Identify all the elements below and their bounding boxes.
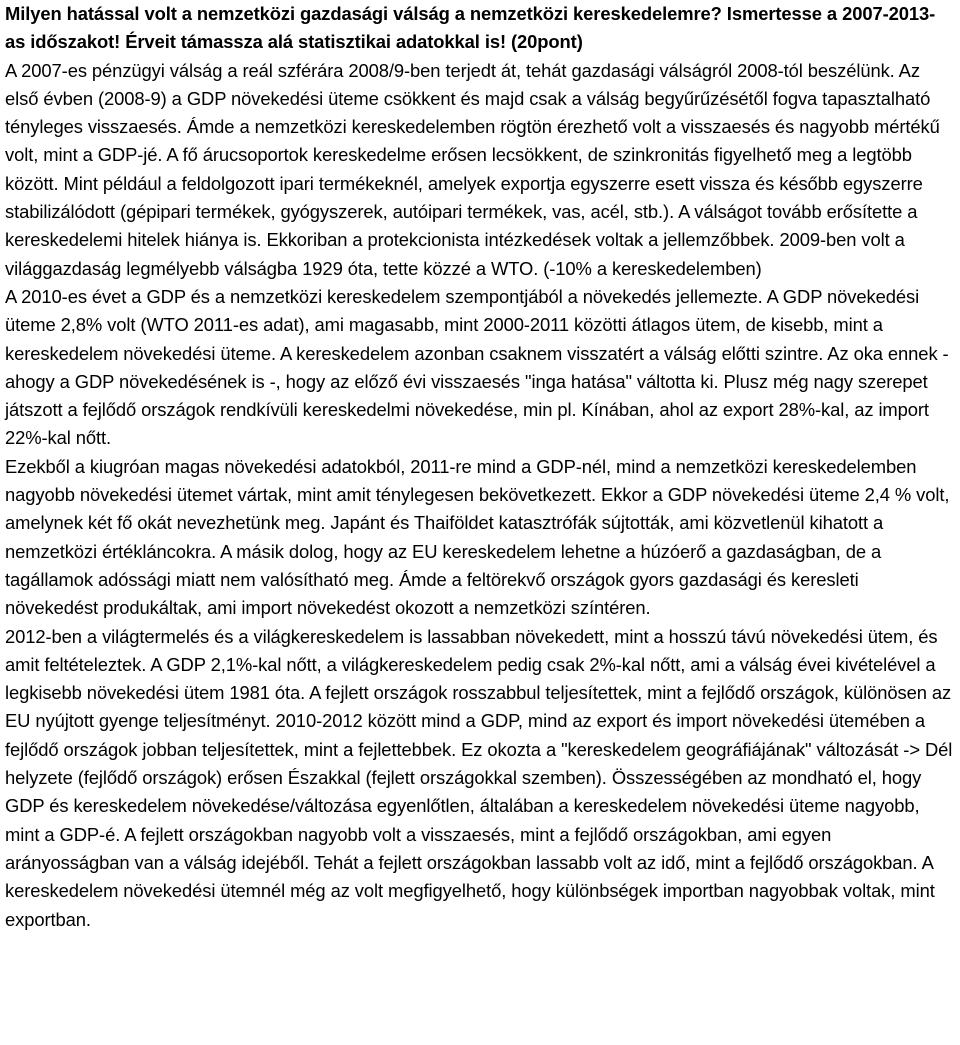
exam-question: Milyen hatással volt a nemzetközi gazdasági válság a nemzetközi kereskedelemre? Ismertesse a 2007-2013-as időszakot! Érveit támassza alá statisztikai adatokkal is! (20pont) (5, 3, 936, 53)
paragraph-2011: Ezekből a kiugróan magas növekedési adatokból, 2011-re mind a GDP-nél, mind a nemzetközi kereskedelemben nagyobb növekedési ütemet vártak, mint amit ténylegesen bekövetkezett. Ekkor a GDP növekedési üteme 2,4 % volt, amelynek két fő okát nevezhetünk meg. Japánt és Thaiföldet katasztrófák sújtották, ami közvetlenül kihatott a nemzetközi értékláncokra. A másik dolog, hogy az EU kereskedelem lehetne a húzóerő a gazdaságban, de a tagállamok adóssági miatt nem valósítható meg. Ámde a feltörekvő országok gyors gazdasági és keresleti növekedést produkáltak, ami import növekedést okozott a nemzetközi színtéren. (5, 455, 950, 619)
paragraph-2007-2009: A 2007-es pénzügyi válság a reál szférára 2008/9-ben terjedt át, tehát gazdasági válságról 2008-tól beszélünk. Az első évben (2008-9) a GDP növekedési üteme csökkent és majd csak a válság begyűrűzésétől fogva tapasztalható tényleges visszaesés. Ámde a nemzetközi kereskedelemben rögtön érezhető volt a visszaesés és nagyobb mértékű volt, mint a GDP-jé. A fő árucsoportok kereskedelme erősen lecsökkent, de szinkronitás figyelhető meg a legtöbb között. Mint például a feldolgozott ipari termékeknél, amelyek exportja egyszerre esett vissza és később egyszerre stabilizálódott (gépipari termékek, gyógyszerek, autóipari termékek, vas, acél, stb.). A válságot tovább erősítette a kereskedelemi hitelek hiánya is. Ekkoriban a protekcionista intézkedések voltak a jellemzőbbek. 2009-ben volt a világgazdaság legmélyebb válságba 1929 óta, tette közzé a WTO. (-10% a kereskedelemben) (5, 59, 940, 279)
paragraph-2010: A 2010-es évet a GDP és a nemzetközi kereskedelem szempontjából a növekedés jellemezte. A GDP növekedési üteme 2,8% volt (WTO 2011-es adat), ami magasabb, mint 2000-2011 közötti átlagos ütem, de kisebb, mint a kereskedelem növekedési üteme. A kereskedelem azonban csaknem visszatért a válság előtti szintre. Az oka ennek - ahogy a GDP növekedésének is -, hogy az előző évi visszaesés "inga hatása" váltotta ki. Plusz még nagy szerepet játszott a fejlődő országok rendkívüli kereskedelmi növekedése, min pl. Kínában, ahol az export 28%-kal, az import 22%-kal nőtt. (5, 285, 949, 449)
paragraph-2012-summary: 2012-ben a világtermelés és a világkereskedelem is lassabban növekedett, mint a hosszú távú növekedési ütem, és amit feltételeztek. A GDP 2,1%-kal nőtt, a világkereskedelem pedig csak 2%-kal nőtt, ami a válság évei kivételével a legkisebb növekedési ütem 1981 óta. A fejlett országok rosszabbul teljesítettek, mint a fejlődő országok, különösen az EU nyújtott gyenge teljesítményt. 2010-2012 között mind a GDP, mind az export és import növekedési ütemében a fejlődő országok jobban teljesítettek, mint a fejlettebbek. Ez okozta a "kereskedelem geográfiájának" változását -> Dél helyzete (fejlődő országok) erősen Északkal (fejlett országokkal szemben). Összességében az mondható el, hogy GDP és kereskedelem növekedése/változása egyenlőtlen, általában a kereskedelem növekedési üteme nagyobb, mint a GDP-é. A fejlett országokban nagyobb volt a visszaesés, mint a fejlődő országokban, ami egyen arányosságban van a válság idejéből. Tehát a fejlett országokban lassabb volt az idő, mint a fejlődő országokban. A kereskedelem növekedési ütemnél még az volt megfigyelhető, hogy különbségek importban nagyobbak voltak, mint exportban. (5, 625, 953, 930)
document-page (5, 0, 955, 934)
